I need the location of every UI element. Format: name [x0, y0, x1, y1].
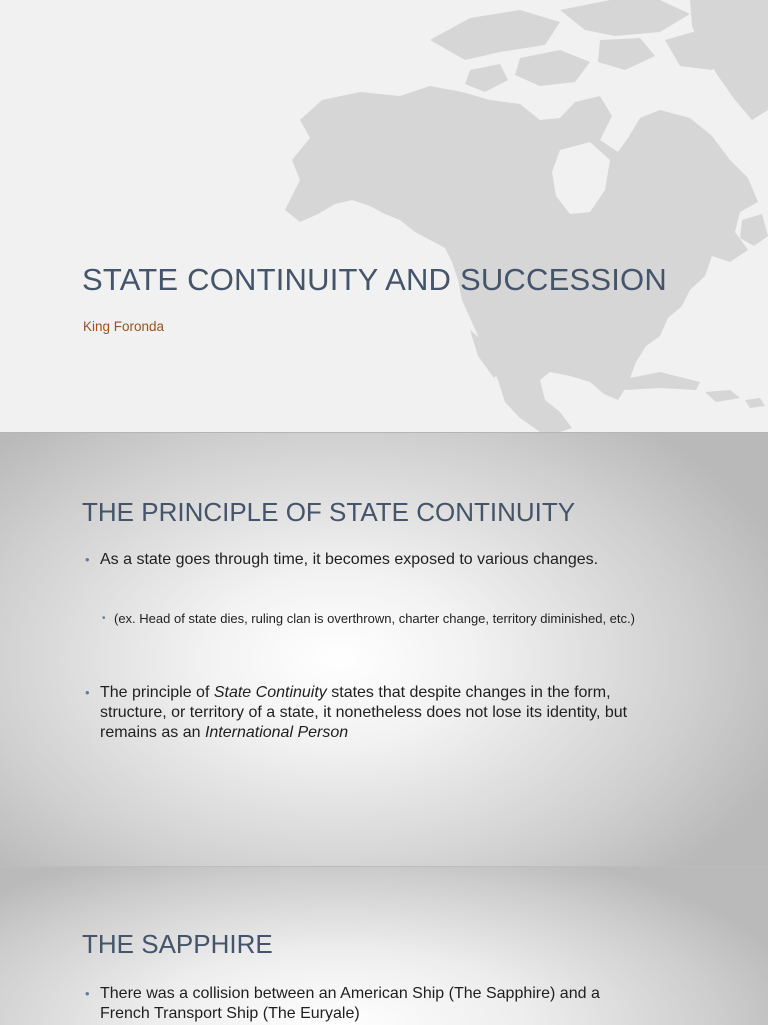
author-name: King Foronda	[83, 319, 165, 334]
sub-bullet-item: • (ex. Head of state dies, ruling clan is overthrown, charter change, territory diminished, etc.)	[100, 610, 690, 627]
bullet-item: • There was a collision between an American Ship (The Sapphire) and a French Transport Ship (The Euryale)	[82, 984, 652, 1024]
slide-heading: THE SAPPHIRE	[82, 929, 273, 959]
bullet-list	[82, 683, 652, 743]
bullet-list	[82, 984, 652, 1024]
title-slide	[0, 0, 768, 432]
italic-term: State Continuity	[213, 684, 327, 701]
sapphire-slide	[0, 866, 768, 1025]
sub-bullet-list	[100, 610, 690, 627]
bullet-item: • As a state goes through time, it becomes exposed to various changes.	[82, 550, 682, 570]
italic-term: International Person	[204, 724, 349, 741]
presentation-title: STATE CONTINUITY AND SUCCESSION	[82, 262, 667, 297]
principle-slide	[0, 432, 768, 867]
slide-heading: THE PRINCIPLE OF STATE CONTINUITY	[82, 497, 576, 527]
bullet-list	[82, 550, 682, 570]
bullet-item	[82, 683, 652, 743]
north-america-map-icon	[0, 0, 768, 432]
bullet-text: states that despite changes in the form, structure, or territory of a state, it nonetheless does not lose its identity, but remains as an	[100, 684, 628, 741]
bullet-text: The principle of	[100, 684, 214, 701]
